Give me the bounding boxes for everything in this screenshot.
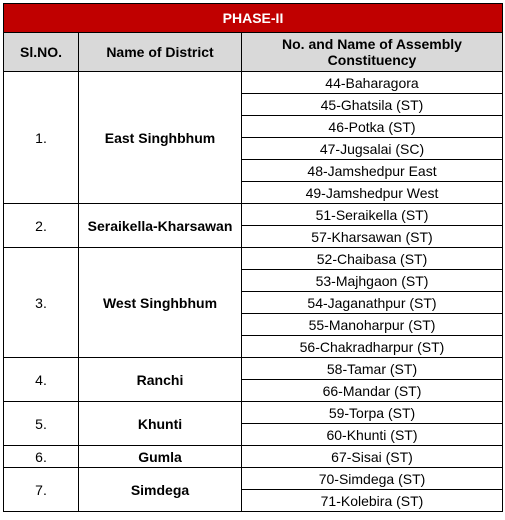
phase-title: PHASE-II	[4, 4, 503, 33]
constituency-cell: 52-Chaibasa (ST)	[242, 248, 503, 270]
table-row	[4, 468, 503, 490]
table-row	[4, 358, 503, 380]
district-name-cell: Seraikella-Kharsawan	[79, 204, 242, 248]
table-row	[4, 446, 503, 468]
table-body	[4, 72, 503, 512]
constituency-cell: 46-Potka (ST)	[242, 116, 503, 138]
constituency-cell: 60-Khunti (ST)	[242, 424, 503, 446]
table-row	[4, 204, 503, 226]
sl-no-cell: 7.	[4, 468, 79, 512]
district-name-cell: Simdega	[79, 468, 242, 512]
district-name-cell: Khunti	[79, 402, 242, 446]
table-row	[4, 72, 503, 94]
district-header: Name of District	[79, 33, 242, 72]
constituency-cell: 70-Simdega (ST)	[242, 468, 503, 490]
constituency-cell: 49-Jamshedpur West	[242, 182, 503, 204]
constituency-cell: 71-Kolebira (ST)	[242, 490, 503, 512]
constituency-header: No. and Name of Assembly Constituency	[242, 33, 503, 72]
constituency-cell: 45-Ghatsila (ST)	[242, 94, 503, 116]
constituency-cell: 57-Kharsawan (ST)	[242, 226, 503, 248]
table-row	[4, 402, 503, 424]
constituency-cell: 51-Seraikella (ST)	[242, 204, 503, 226]
sl-no-header: Sl.NO.	[4, 33, 79, 72]
constituency-cell: 56-Chakradharpur (ST)	[242, 336, 503, 358]
constituency-cell: 47-Jugsalai (SC)	[242, 138, 503, 160]
phase-table	[3, 3, 503, 512]
district-name-cell: Ranchi	[79, 358, 242, 402]
sl-no-cell: 6.	[4, 446, 79, 468]
constituency-cell: 54-Jaganathpur (ST)	[242, 292, 503, 314]
table-container	[3, 3, 503, 512]
sl-no-cell: 4.	[4, 358, 79, 402]
constituency-cell: 53-Majhgaon (ST)	[242, 270, 503, 292]
district-name-cell: East Singhbhum	[79, 72, 242, 204]
constituency-cell: 58-Tamar (ST)	[242, 358, 503, 380]
constituency-cell: 44-Baharagora	[242, 72, 503, 94]
constituency-cell: 59-Torpa (ST)	[242, 402, 503, 424]
constituency-cell: 55-Manoharpur (ST)	[242, 314, 503, 336]
sl-no-cell: 5.	[4, 402, 79, 446]
district-name-cell: West Singhbhum	[79, 248, 242, 358]
sl-no-cell: 2.	[4, 204, 79, 248]
sl-no-cell: 3.	[4, 248, 79, 358]
constituency-cell: 67-Sisai (ST)	[242, 446, 503, 468]
table-row	[4, 248, 503, 270]
district-name-cell: Gumla	[79, 446, 242, 468]
sl-no-cell: 1.	[4, 72, 79, 204]
constituency-cell: 48-Jamshedpur East	[242, 160, 503, 182]
constituency-cell: 66-Mandar (ST)	[242, 380, 503, 402]
